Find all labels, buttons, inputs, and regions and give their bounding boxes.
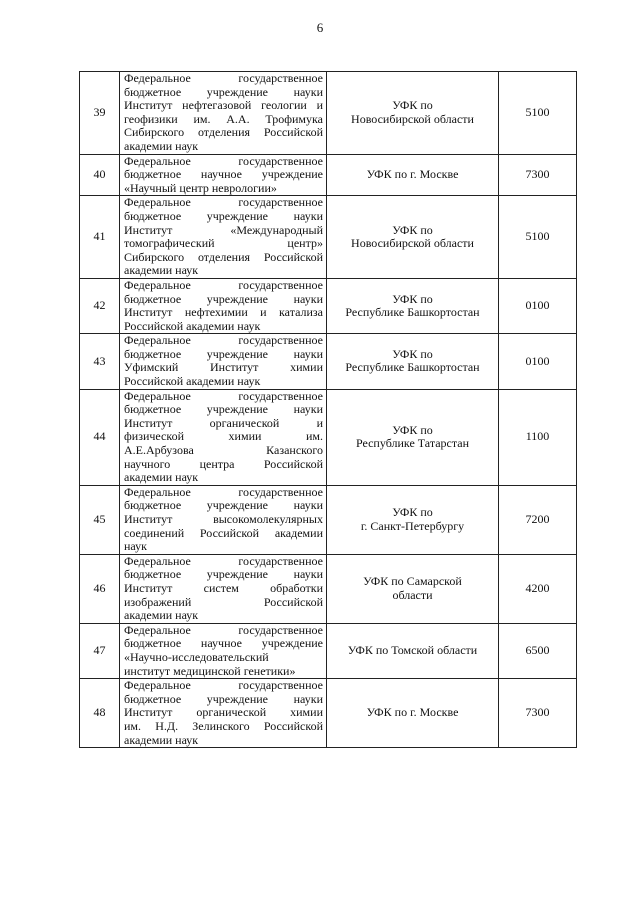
institution-name <box>120 278 327 333</box>
treasury-office-line: УФК по Самарской <box>363 574 462 589</box>
institution-name-line: бюджетное учреждение науки <box>124 567 323 582</box>
institution-name-line: физической химии им. <box>124 429 323 444</box>
table-row <box>80 679 577 748</box>
institution-name-line: Институт органической и <box>124 415 323 430</box>
institution-name-line: бюджетное учреждение науки <box>124 208 323 223</box>
institution-name-line: изображений Российской <box>124 594 323 609</box>
region-code: 5100 <box>499 196 577 279</box>
table-row <box>80 154 577 196</box>
institutions-table <box>79 71 577 748</box>
treasury-office-line: Республике Татарстан <box>355 436 470 451</box>
institution-name-line: академии наук <box>124 263 199 278</box>
institution-name <box>120 154 327 196</box>
institution-name-line: бюджетное научное учреждение <box>124 636 323 651</box>
institution-name-line: академии наук <box>124 138 199 153</box>
institution-name-line: «Научный центр неврологии» <box>124 180 277 195</box>
treasury-office-line: УФК по <box>392 291 433 306</box>
row-number: 44 <box>80 389 120 485</box>
treasury-office-line: УФК по г. Москве <box>366 167 459 182</box>
institution-name-line: геофизики им. А.А. Трофимука <box>124 111 323 126</box>
region-code: 6500 <box>499 623 577 678</box>
table-row <box>80 334 577 389</box>
page-number: 6 <box>316 20 324 35</box>
institution-name <box>120 623 327 678</box>
institution-name-line: бюджетное учреждение науки <box>124 691 323 706</box>
treasury-office-line: Республике Башкортостан <box>345 360 480 375</box>
institution-name <box>120 389 327 485</box>
institution-name-line: Федеральное государственное <box>124 388 323 403</box>
institution-name <box>120 485 327 554</box>
institution-name-line: А.Е.Арбузова Казанского <box>124 443 323 458</box>
region-code: 4200 <box>499 554 577 623</box>
institution-name-line: Сибирского отделения Российской <box>124 125 323 140</box>
institution-name-line: Федеральное государственное <box>124 71 323 85</box>
treasury-office-line: области <box>392 587 433 602</box>
institution-name-line: Федеральное государственное <box>124 484 323 499</box>
institution-name-line: Российской академии наук <box>124 318 261 333</box>
institution-name-line: соединений Российской академии <box>124 525 323 540</box>
institution-name-line: Институт нефтехимии и катализа <box>124 305 323 320</box>
institution-name <box>120 72 327 155</box>
region-code: 7300 <box>499 154 577 196</box>
table-row <box>80 485 577 554</box>
institution-name-line: бюджетное учреждение науки <box>124 84 323 99</box>
treasury-office-line: Новосибирской области <box>351 111 474 126</box>
treasury-office-line: Новосибирской области <box>351 236 474 251</box>
institution-name-line: Российской академии наук <box>124 374 261 389</box>
institution-name <box>120 334 327 389</box>
institution-name-line: Институт органической химии <box>124 705 323 720</box>
institution-name-line: Федеральное государственное <box>124 333 323 348</box>
institution-name-line: томографический центр» <box>124 236 323 251</box>
institution-name <box>120 679 327 748</box>
table-row <box>80 554 577 623</box>
institution-name-line: академии наук <box>124 608 199 623</box>
institution-name-line: академии наук <box>124 732 199 747</box>
institution-name-line: академии наук <box>124 470 199 485</box>
institution-name-line: Сибирского отделения Российской <box>124 249 323 264</box>
treasury-office-line: УФК по <box>392 505 433 520</box>
institution-name <box>120 554 327 623</box>
institution-name-line: Уфимский Институт химии <box>124 360 323 375</box>
institution-name-line: Институт высокомолекулярных <box>124 512 323 526</box>
treasury-office-line: УФК по г. Москве <box>366 705 459 720</box>
treasury-office-line: УФК по <box>392 346 433 361</box>
institution-name-line: Федеральное государственное <box>124 153 323 168</box>
table-body <box>80 72 577 748</box>
row-number: 46 <box>80 554 120 623</box>
institution-name-line: Федеральное государственное <box>124 553 323 568</box>
row-number: 39 <box>80 72 120 155</box>
institution-name-line: бюджетное учреждение науки <box>124 291 323 306</box>
table-row <box>80 278 577 333</box>
treasury-office <box>327 72 499 155</box>
row-number: 40 <box>80 154 120 196</box>
treasury-office-line: УФК по Томской области <box>347 643 478 658</box>
treasury-office-line: г. Санкт-Петербургу <box>360 518 465 533</box>
treasury-office <box>327 389 499 485</box>
treasury-office <box>327 334 499 389</box>
table-row <box>80 72 577 155</box>
treasury-office <box>327 154 499 196</box>
institution-name-line: бюджетное научное учреждение <box>124 167 323 182</box>
institution-name-line: Федеральное государственное <box>124 678 323 693</box>
row-number: 48 <box>80 679 120 748</box>
institution-name-line: Федеральное государственное <box>124 195 323 210</box>
institution-name-line: бюджетное учреждение науки <box>124 402 323 417</box>
row-number: 45 <box>80 485 120 554</box>
treasury-office-line: Республике Башкортостан <box>345 305 480 320</box>
institution-name-line: Институт систем обработки <box>124 580 323 595</box>
region-code: 0100 <box>499 278 577 333</box>
treasury-office <box>327 554 499 623</box>
institution-name-line: «Научно-исследовательский <box>124 649 269 664</box>
institution-name-line: им. Н.Д. Зелинского Российской <box>124 718 323 733</box>
institution-name-line: наук <box>124 539 147 554</box>
institution-name-line: научного центра Российской <box>124 456 323 471</box>
treasury-office <box>327 679 499 748</box>
institution-name-line: Институт нефтегазовой геологии и <box>124 98 323 113</box>
region-code: 7200 <box>499 485 577 554</box>
institution-name-line: Федеральное государственное <box>124 622 323 637</box>
institution-name-line: бюджетное учреждение науки <box>124 498 323 513</box>
row-number: 42 <box>80 278 120 333</box>
table-row <box>80 623 577 678</box>
treasury-office-line: УФК по <box>392 222 433 237</box>
institution-name-line: Институт «Международный <box>124 222 323 237</box>
treasury-office <box>327 623 499 678</box>
region-code: 7300 <box>499 679 577 748</box>
table-row <box>80 196 577 279</box>
treasury-office <box>327 485 499 554</box>
treasury-office-line: УФК по <box>392 98 433 113</box>
institution-name-line: бюджетное учреждение науки <box>124 346 323 361</box>
region-code: 5100 <box>499 72 577 155</box>
treasury-office <box>327 196 499 279</box>
institution-name-line: Федеральное государственное <box>124 277 323 292</box>
institution-name <box>120 196 327 279</box>
row-number: 47 <box>80 623 120 678</box>
treasury-office-line: УФК по <box>392 422 433 437</box>
row-number: 41 <box>80 196 120 279</box>
table-row <box>80 389 577 485</box>
region-code: 1100 <box>499 389 577 485</box>
institution-name-line: институт медицинской генетики» <box>124 663 296 678</box>
region-code: 0100 <box>499 334 577 389</box>
treasury-office <box>327 278 499 333</box>
row-number: 43 <box>80 334 120 389</box>
